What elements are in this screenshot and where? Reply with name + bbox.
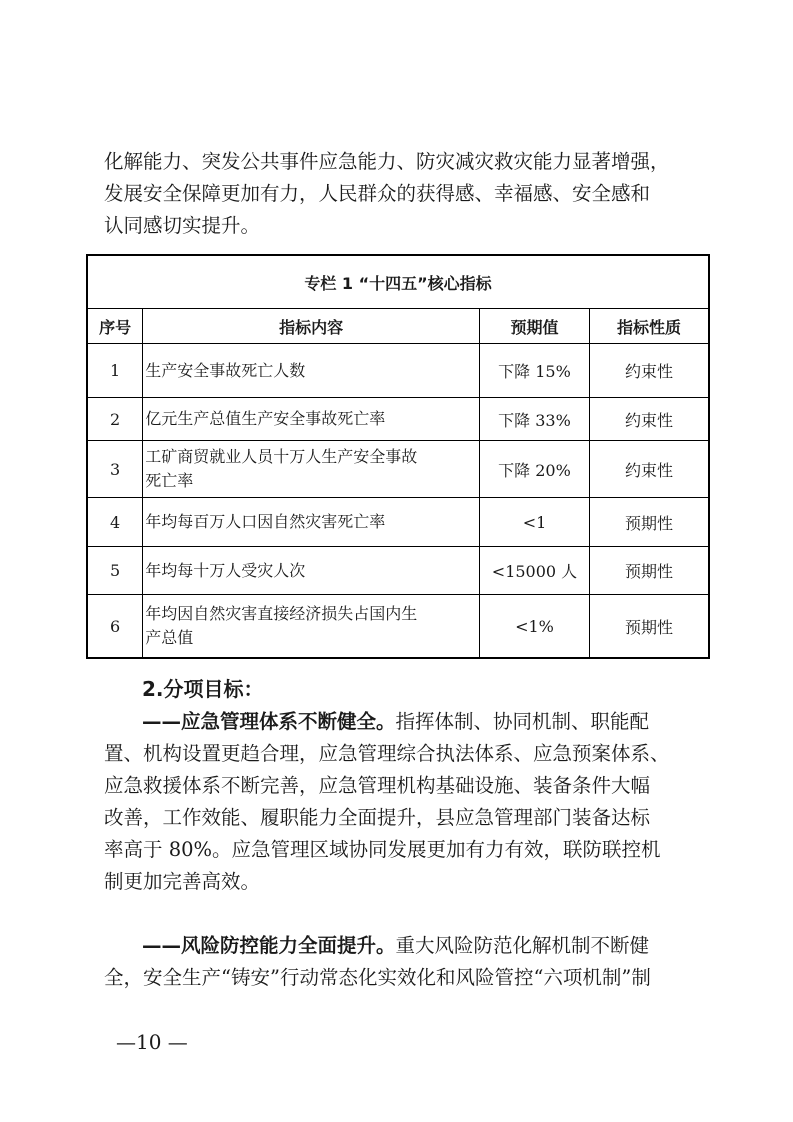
row-content-line: 亿元生产总值生产安全事故死亡率 [145, 409, 386, 428]
row-target: <15000 人 [479, 547, 589, 595]
row-target: <1% [479, 595, 589, 659]
header-target: 预期值 [479, 309, 589, 344]
row-content-line: 年均每百万人口因自然灾害死亡率 [145, 512, 386, 531]
row-content [143, 547, 480, 595]
table-title-row [87, 255, 709, 309]
goal-line: 置、机构设置更趋合理，应急管理综合执法体系、应急预案体系、 [104, 742, 670, 765]
table-row [87, 398, 709, 441]
table-row [87, 498, 709, 547]
row-nature: 预期性 [590, 498, 709, 547]
header-no: 序号 [87, 309, 143, 344]
intro-line: 化解能力、突发公共事件应急能力、防灾减灾救灾能力显著增强， [104, 150, 670, 173]
goal-lead: ——应急管理体系不断健全。 [142, 710, 396, 733]
row-content-line: 死亡率 [145, 471, 194, 490]
goal-first-line [104, 930, 696, 962]
row-content-line: 年均每十万人受灾人次 [145, 560, 306, 580]
row-no: 6 [87, 595, 143, 659]
row-nature: 约束性 [590, 344, 709, 398]
intro-line: 发展安全保障更加有力，人民群众的获得感、幸福感、安全感和 [104, 182, 651, 205]
row-nature: 预期性 [590, 595, 709, 659]
row-content [143, 398, 480, 441]
row-no: 3 [87, 441, 143, 498]
core-indicators-table [86, 254, 710, 659]
goal-line: 制更加完善高效。 [104, 870, 261, 893]
goal-line: 应急救援体系不断完善，应急管理机构基础设施、装备条件大幅 [104, 774, 651, 797]
row-no: 5 [87, 547, 143, 595]
table-row [87, 595, 709, 659]
row-content [143, 595, 480, 659]
row-no: 1 [87, 344, 143, 398]
goal-line: 改善，工作效能、履职能力全面提升，县应急管理部门装备达标 [104, 806, 651, 829]
row-content [143, 441, 480, 498]
page-number: —10 — [116, 1030, 188, 1054]
intro-line: 认同感切实提升。 [104, 214, 261, 237]
row-target: <1 [479, 498, 589, 547]
row-content-line: 产总值 [145, 628, 194, 647]
goal-line: 全，安全生产“铸安”行动常态化实效化和风险管控“六项机制”制 [104, 966, 651, 989]
table-row [87, 441, 709, 498]
row-content [143, 344, 480, 398]
goal-line: 指挥体制、协同机制、职能配 [395, 710, 650, 733]
table-row [87, 547, 709, 595]
goal-line: 重大风险防范化解机制不断健 [395, 934, 650, 957]
table-row [87, 344, 709, 398]
row-target: 下降 15% [479, 344, 589, 398]
row-content-line: 工矿商贸就业人员十万人生产安全事故 [145, 447, 418, 466]
row-nature: 约束性 [590, 441, 709, 498]
intro-paragraph [104, 146, 696, 242]
row-no: 4 [87, 498, 143, 547]
goals-heading: 2.分项目标： [142, 677, 264, 701]
goal-lead: ——风险防控能力全面提升。 [142, 934, 396, 957]
row-content [143, 498, 480, 547]
table-title: 专栏 1 “十四五”核心指标 [87, 255, 709, 309]
row-target: 下降 20% [479, 441, 589, 498]
header-content: 指标内容 [143, 309, 480, 344]
row-nature: 约束性 [590, 398, 709, 441]
row-target: 下降 33% [479, 398, 589, 441]
header-nature: 指标性质 [590, 309, 709, 344]
row-no: 2 [87, 398, 143, 441]
row-content-line: 生产安全事故死亡人数 [145, 360, 306, 380]
row-content-line: 年均因自然灾害直接经济损失占国内生 [145, 604, 418, 623]
goal-paragraph [104, 706, 696, 898]
goal-first-line [104, 706, 696, 738]
table-header-row [87, 309, 709, 344]
goal-line: 率高于 80%。应急管理区域协同发展更加有力有效，联防联控机 [104, 838, 661, 861]
row-nature: 预期性 [590, 547, 709, 595]
goal-paragraph [104, 930, 696, 994]
